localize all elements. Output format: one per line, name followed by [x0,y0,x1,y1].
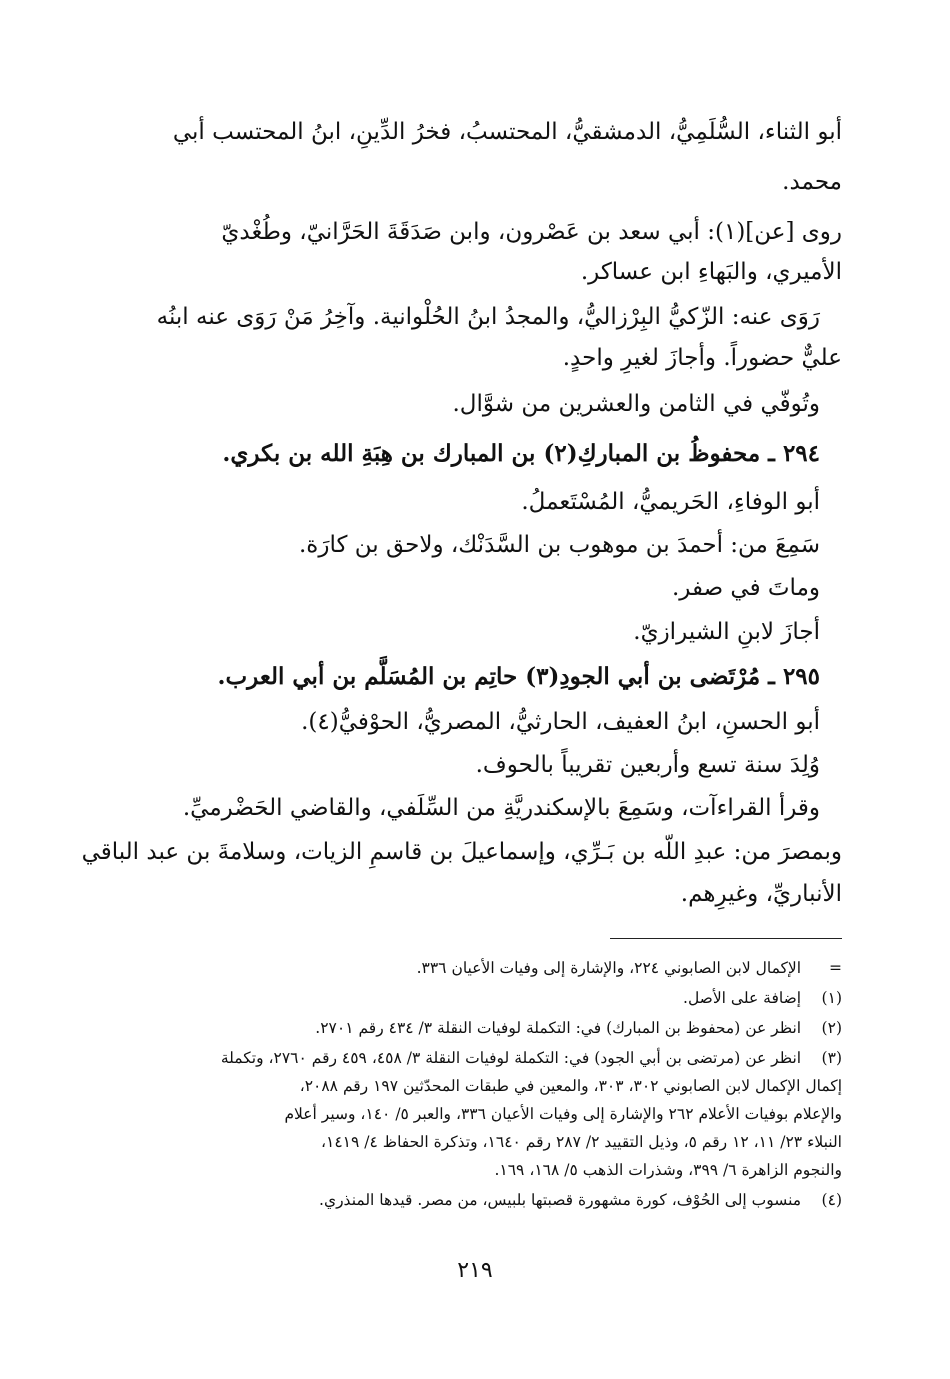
text-line: رَوَى عنه: الزّكيُّ البِرْزاليُّ، والمجدُ ابنُ الحُلْوانية. وآخِرُ مَنْ رَوَى عنه ابنُه [156,304,820,330]
footnote-text: انظر عن (محفوظ بن المبارك) في: التكملة لوفيات النقلة ٣/ ٤٣٤ رقم ٢٧٠١. [315,1019,802,1037]
footnote-marker: (١) [821,989,842,1007]
text-line: أبو الحسنِ، ابنُ العفيف، الحارثيُّ، المصريُّ، الحوْفيُّ(٤). [301,709,820,735]
text-line: وُلِدَ سنة تسع وأربعين تقريباً بالحوف. [475,752,820,778]
text-line: سَمِعَ من: أحمدَ بن موهوب بن السَّدَنْك، ولاحق بن كارَة. [298,532,820,558]
main-text [81,0,842,920]
text-line: أجازَ لابنِ الشيرازيّ. [633,619,820,645]
footnote-continuation [120,955,842,981]
text-line: أبو الثناء، السُّلَمِيُّ، الدمشقيُّ، المحتسبُ، فخرُ الدِّينِ، ابنُ المحتسب أبي [172,119,842,145]
text-line: وقرأ القراءآت، وسَمِعَ بالإسكندريَّةِ من السِّلَفي، والقاضي الحَضْرميِّ. [182,795,820,821]
footnote-3-line: والنجوم الزاهرة ٦/ ٣٩٩، وشذرات الذهب ٥/ ١٦٨، ١٦٩. [494,1161,842,1179]
text-line: وبمصرَ من: عبدِ اللّه بن بَـرِّي، وإسماعيلَ بن قاسمِ الزيات، وسلامةَ بن عبد الباقي [81,839,842,865]
footnote-1 [120,985,842,1011]
footnote-separator [610,938,842,939]
footnote-text: منسوب إلى الحُوْف، كورة مشهورة قصبتها بلبيس، من مصر. قيدها المنذري. [319,1191,802,1209]
text-line: أبو الوفاءِ، الحَريميُّ، المُسْتَعملُ. [521,489,820,515]
text-line: روى [عن](١): أبي سعد بن عَصْرون، وابن صَدَقَةَ الحَرَّانيّ، وطُغْديّ [221,219,842,245]
page-number: ٢١٩ [457,1258,493,1283]
footnotes [120,955,842,1255]
footnote-3 [120,1045,842,1071]
text-line: محمد. [782,169,842,195]
footnote-text: انظر عن (مرتضى بن أبي الجود) في: التكملة لوفيات النقلة ٣/ ٤٥٨، ٤٥٩ رقم ٢٧٦٠، وتكملة [220,1049,802,1067]
footnote-marker: (٣) [821,1049,842,1067]
footnote-marker: (٤) [821,1191,842,1209]
entry-heading-295: ٢٩٥ ـ مُرْتَضى بن أبي الجودِ(٣) حاتِم بن المُسَلَّم بن أبي العرب. [217,663,820,690]
footnote-text: إضافة على الأصل. [683,989,802,1007]
footnote-text: الإكمال لابن الصابوني ٢٢٤، والإشارة إلى وفيات الأعيان ٣٣٦. [416,959,802,977]
footnote-3-line: النبلاء ٢٣/ ١١، ١٢ رقم ٥، وذيل التقييد ٢/ ٢٨٧ رقم ١٦٤٠، وتذكرة الحفاظ ٤/ ١٤١٩، [321,1133,842,1151]
footnote-3-line: والإعلام بوفيات الأعلام ٢٦٢ والإشارة إلى وفيات الأعيان ٣٣٦، والعبر ٥/ ١٤٠، وسير أعلام [284,1105,842,1123]
text-line: عليٌّ حضوراً. وأجازَ لغيرِ واحدٍ. [562,345,842,371]
entry-heading-294: ٢٩٤ ـ محفوظُ بن المباركِ(٢) بن المبارك بن هِبَةِ الله بن بكري. [222,440,820,467]
text-line: وماتَ في صفر. [671,575,820,601]
footnote-3-line: إكمال الإكمال لابن الصابوني ٣٠٢، ٣٠٣، والمعين في طبقات المحدّثين ١٩٧ رقم ٢٠٨٨، [299,1077,842,1095]
text-line: الأميري، والبَهاءِ ابن عساكر. [580,259,842,285]
footnote-marker: = [829,959,842,977]
footnote-2 [120,1015,842,1041]
footnote-marker: (٢) [821,1019,842,1037]
footnote-4 [120,1187,842,1213]
text-line: وتُوفّي في الثامن والعشرين من شوَّال. [452,391,820,417]
text-line: الأنباريِّ، وغيرِهم. [680,881,842,907]
